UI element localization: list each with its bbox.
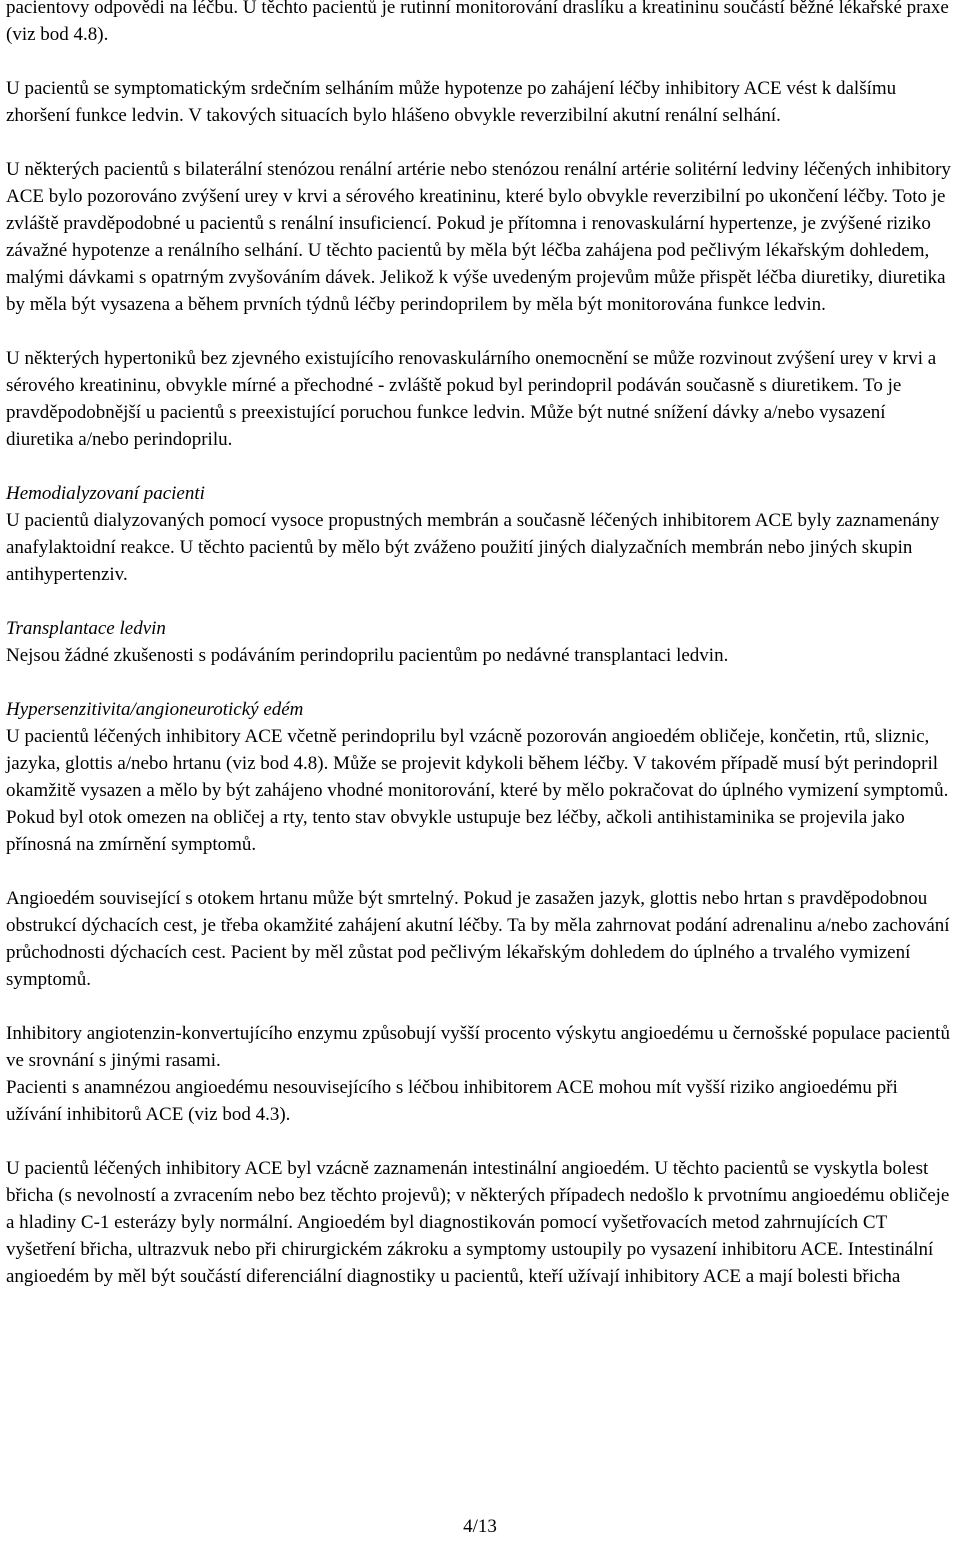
paragraph-intestinal-angioedema: U pacientů léčených inhibitory ACE byl vzácně zaznamenán intestinální angioedém. U těchto pacientů se vyskytla bolest břicha (s nevolností a zvracením nebo bez těchto projevů); v některých případech nedošlo k prvotnímu angioedému obličeje a hladiny C-1 esterázy byly normální. Angioedém byl diagnostikován pomocí vyšetřovacích metod zahrnujících CT vyšetření břicha, ultrazvuk nebo při chirurgickém zákroku a symptomy ustoupily po vysazení inhibitoru ACE. Intestinální angioedém by měl být součástí diferenciální diagnostiky u pacientů, kteří užívají inhibitory ACE a mají bolesti břicha — [6, 1158, 950, 1287]
paragraph-black-population: Inhibitory angiotenzin-konvertujícího enzymu způsobují vyšší procento výskytu angioedému u černošské populace pacientů ve srovnání s jinými rasami. — [6, 1023, 950, 1071]
section-transplant — [6, 615, 954, 669]
section-text-transplant: Nejsou žádné zkušenosti s podáváním perindoprilu pacientům po nedávné transplantaci ledvin. — [6, 645, 729, 666]
paragraph-laryngeal-angioedema: Angioedém související s otokem hrtanu může být smrtelný. Pokud je zasažen jazyk, glottis nebo hrtan s pravděpodobnou obstrukcí dýchacích cest, je třeba okamžité zahájení akutní léčby. Ta by měla zahrnovat podání adrenalinu a/nebo zachování průchodnosti dýchacích cest. Pacient by měl zůstat pod pečlivým lékařským dohledem do úplného a trvalého vymizení symptomů. — [6, 888, 950, 990]
page-number: 4/13 — [463, 1516, 497, 1537]
paragraph-angioedema-history: Pacienti s anamnézou angioedému nesouvisejícího s léčbou inhibitorem ACE mohou mít vyšší riziko angioedému při užívání inhibitorů ACE (viz bod 4.3). — [6, 1077, 898, 1125]
paragraph-hypertensives: U některých hypertoniků bez zjevného existujícího renovaskulárního onemocnění se může rozvinout zvýšení urey v krvi a sérového kreatininu, obvykle mírné a přechodné - zvláště pokud byl perindopril podáván současně s diuretikem. To je pravděpodobnější u pacientů s preexistující poruchou funkce ledvin. Může být nutné snížení dávky a/nebo vysazení diuretika a/nebo perindoprilu. — [6, 348, 937, 450]
document-page — [6, 0, 954, 1317]
paragraph-monitoring: pacientovy odpovědi na léčbu. U těchto pacientů je rutinní monitorování draslíku a kreatininu součástí běžné lékařské praxe (viz bod 4.8). — [6, 0, 949, 45]
section-heading-transplant: Transplantace ledvin — [6, 618, 166, 639]
paragraph-heart-failure: U pacientů se symptomatickým srdečním selháním může hypotenze po zahájení léčby inhibitory ACE vést k dalšímu zhoršení funkce ledvin. V takových situacích bylo hlášeno obvykle reverzibilní akutní renální selhání. — [6, 78, 897, 126]
section-hypersensitivity — [6, 696, 954, 858]
section-text-hypersensitivity: U pacientů léčených inhibitory ACE včetně perindoprilu byl vzácně pozorován angioedém obličeje, končetin, rtů, sliznic, jazyka, glottis a/nebo hrtanu (viz bod 4.8). Může se projevit kdykoli během léčby. V takovém případě musí být perindopril okamžitě vysazen a mělo by být zahájeno vhodné monitorování, které by mělo pokračovat do úplného vymizení symptomů. Pokud byl otok omezen na obličej a rty, tento stav obvykle ustupuje bez léčby, ačkoli antihistaminika se projevila jako přínosná na zmírnění symptomů. — [6, 726, 949, 855]
section-hemodialysis — [6, 480, 954, 588]
section-text-hemodialysis: U pacientů dialyzovaných pomocí vysoce propustných membrán a současně léčených inhibitorem ACE byly zaznamenány anafylaktoidní reakce. U těchto pacientů by mělo být zváženo použití jiných dialyzačních membrán nebo jiných skupin antihypertenziv. — [6, 510, 940, 585]
section-heading-hemodialysis: Hemodialyzovaní pacienti — [6, 483, 205, 504]
paragraph-renal-stenosis: U některých pacientů s bilaterální stenózou renální artérie nebo stenózou renální artérie solitérní ledviny léčených inhibitory ACE bylo pozorováno zvýšení urey v krvi a sérového kreatininu, které bylo obvykle reverzibilní po ukončení léčby. Toto je zvláště pravděpodobné u pacientů s renální insuficiencí. Pokud je přítomna i renovaskulární hypertenze, je zvýšené riziko závažné hypotenze a renálního selhání. U těchto pacientů by měla být léčba zahájena pod pečlivým lékařským dohledem, malými dávkami s opatrným zvyšováním dávek. Jelikož k výše uvedeným projevům může přispět léčba diuretiky, diuretika by měla být vysazena a během prvních týdnů léčby perindoprilem by měla být monitorována funkce ledvin. — [6, 159, 951, 315]
section-heading-hypersensitivity: Hypersenzitivita/angioneurotický edém — [6, 699, 304, 720]
